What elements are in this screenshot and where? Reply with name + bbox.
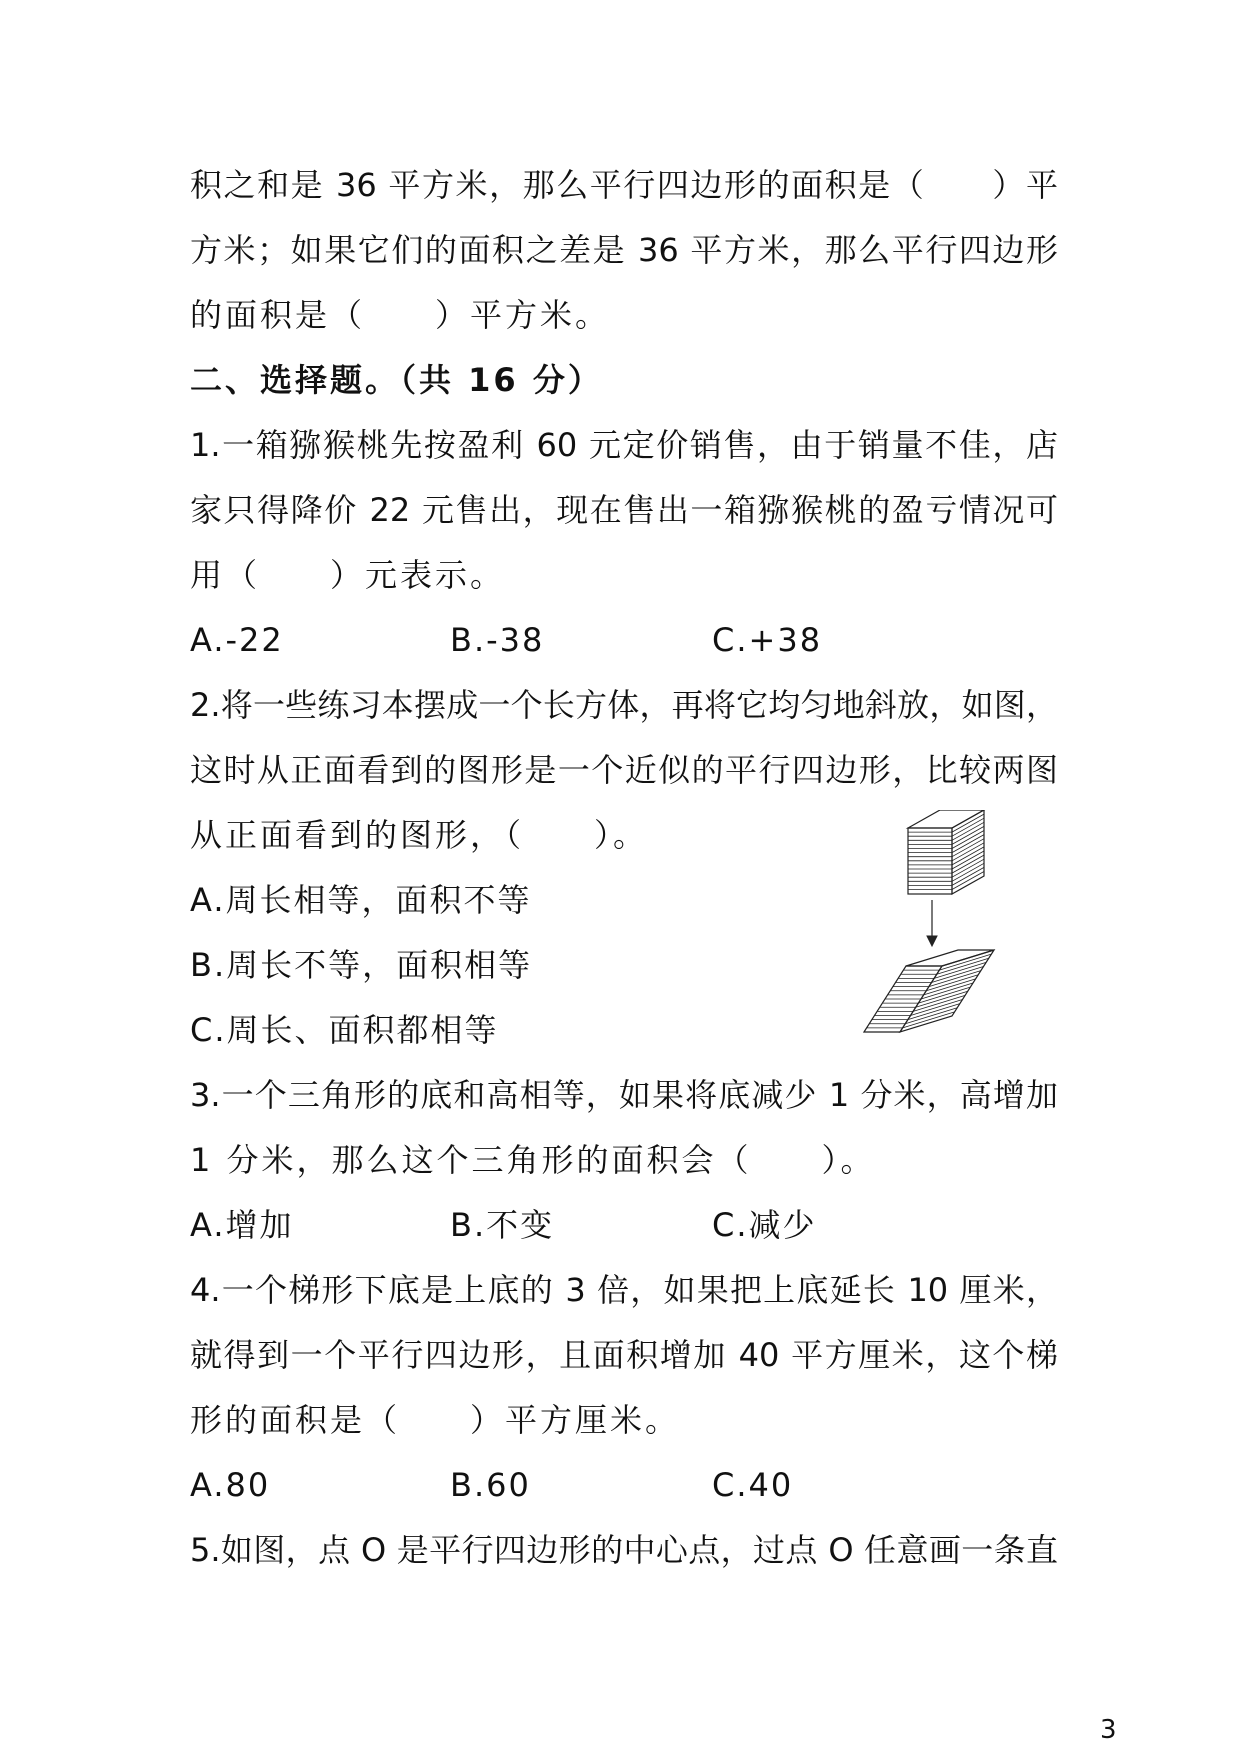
q4-line-1: 4.一个梯形下底是上底的 3 倍，如果把上底延长 10 厘米， (190, 1271, 1058, 1309)
slant-side-line (924, 979, 976, 995)
q1-option-c: C.+38 (712, 621, 823, 659)
q3-option-a: A.增加 (190, 1206, 294, 1244)
slant-side-line (916, 991, 968, 1007)
q2-option-b: B.周长不等，面积相等 (190, 946, 533, 984)
q4-line-2: 就得到一个平行四边形，且面积增加 40 平方厘米，这个梯 (190, 1336, 1058, 1374)
slant-side-line (921, 983, 973, 999)
slanted-stack (864, 950, 994, 1032)
q2-option-c: C.周长、面积都相等 (190, 1011, 499, 1049)
slant-side-line (929, 971, 981, 987)
slant-side-line (905, 1008, 957, 1024)
q1-line-2: 家只得降价 22 元售出，现在售出一箱猕猴桃的盈亏情况可 (190, 491, 1058, 529)
slant-side-line (918, 987, 970, 1003)
q2-line-3: 从正面看到的图形，（ ）。 (190, 816, 649, 854)
q1-option-b: B.-38 (450, 621, 545, 659)
q3-option-b: B.不变 (450, 1206, 555, 1244)
slant-side-line (908, 1004, 960, 1020)
q4-line-3: 形的面积是（ ）平方厘米。 (190, 1401, 681, 1439)
q2-line-1: 2.将一些练习本摆成一个长方体，再将它均匀地斜放，如图， (190, 686, 1058, 724)
slant-side-line (911, 1000, 963, 1016)
intro-line-1: 积之和是 36 平方米，那么平行四边形的面积是（ ）平 (190, 166, 1058, 204)
q4-option-a: A.80 (190, 1466, 271, 1504)
slant-side-line (939, 954, 991, 970)
q1-option-a: A.-22 (190, 621, 284, 659)
upright-stack (908, 810, 984, 894)
q3-line-2: 1 分米，那么这个三角形的面积会（ ）。 (190, 1141, 876, 1179)
q1-line-1: 1.一箱猕猴桃先按盈利 60 元定价销售，由于销量不佳，店 (190, 426, 1058, 464)
q5-line-1: 5.如图，点 O 是平行四边形的中心点，过点 O 任意画一条直 (190, 1531, 1058, 1569)
intro-line-3: 的面积是（ ）平方米。 (190, 296, 611, 334)
intro-line-2: 方米；如果它们的面积之差是 36 平方米，那么平行四边形 (190, 231, 1058, 269)
q1-line-3: 用（ ）元表示。 (190, 556, 506, 594)
q3-option-c: C.减少 (712, 1206, 817, 1244)
slant-side-line (934, 962, 986, 978)
slant-side-line (937, 958, 989, 974)
slant-side-line (932, 967, 984, 983)
slant-side-line (926, 975, 978, 991)
q4-option-b: B.60 (450, 1466, 531, 1504)
q3-line-1: 3.一个三角形的底和高相等，如果将底减少 1 分米，高增加 (190, 1076, 1058, 1114)
arrow-down-icon (927, 900, 937, 946)
q2-option-a: A.周长相等，面积不等 (190, 881, 532, 919)
section-heading: 二、选择题。（共 16 分） (190, 361, 603, 399)
slant-side-line (913, 995, 965, 1011)
slant-side-line (903, 1012, 955, 1028)
page-number: 3 (1100, 1715, 1117, 1745)
notebook-stack-figure (860, 810, 1010, 1050)
q2-line-2: 这时从正面看到的图形是一个近似的平行四边形，比较两图 (190, 751, 1058, 789)
q4-option-c: C.40 (712, 1466, 794, 1504)
